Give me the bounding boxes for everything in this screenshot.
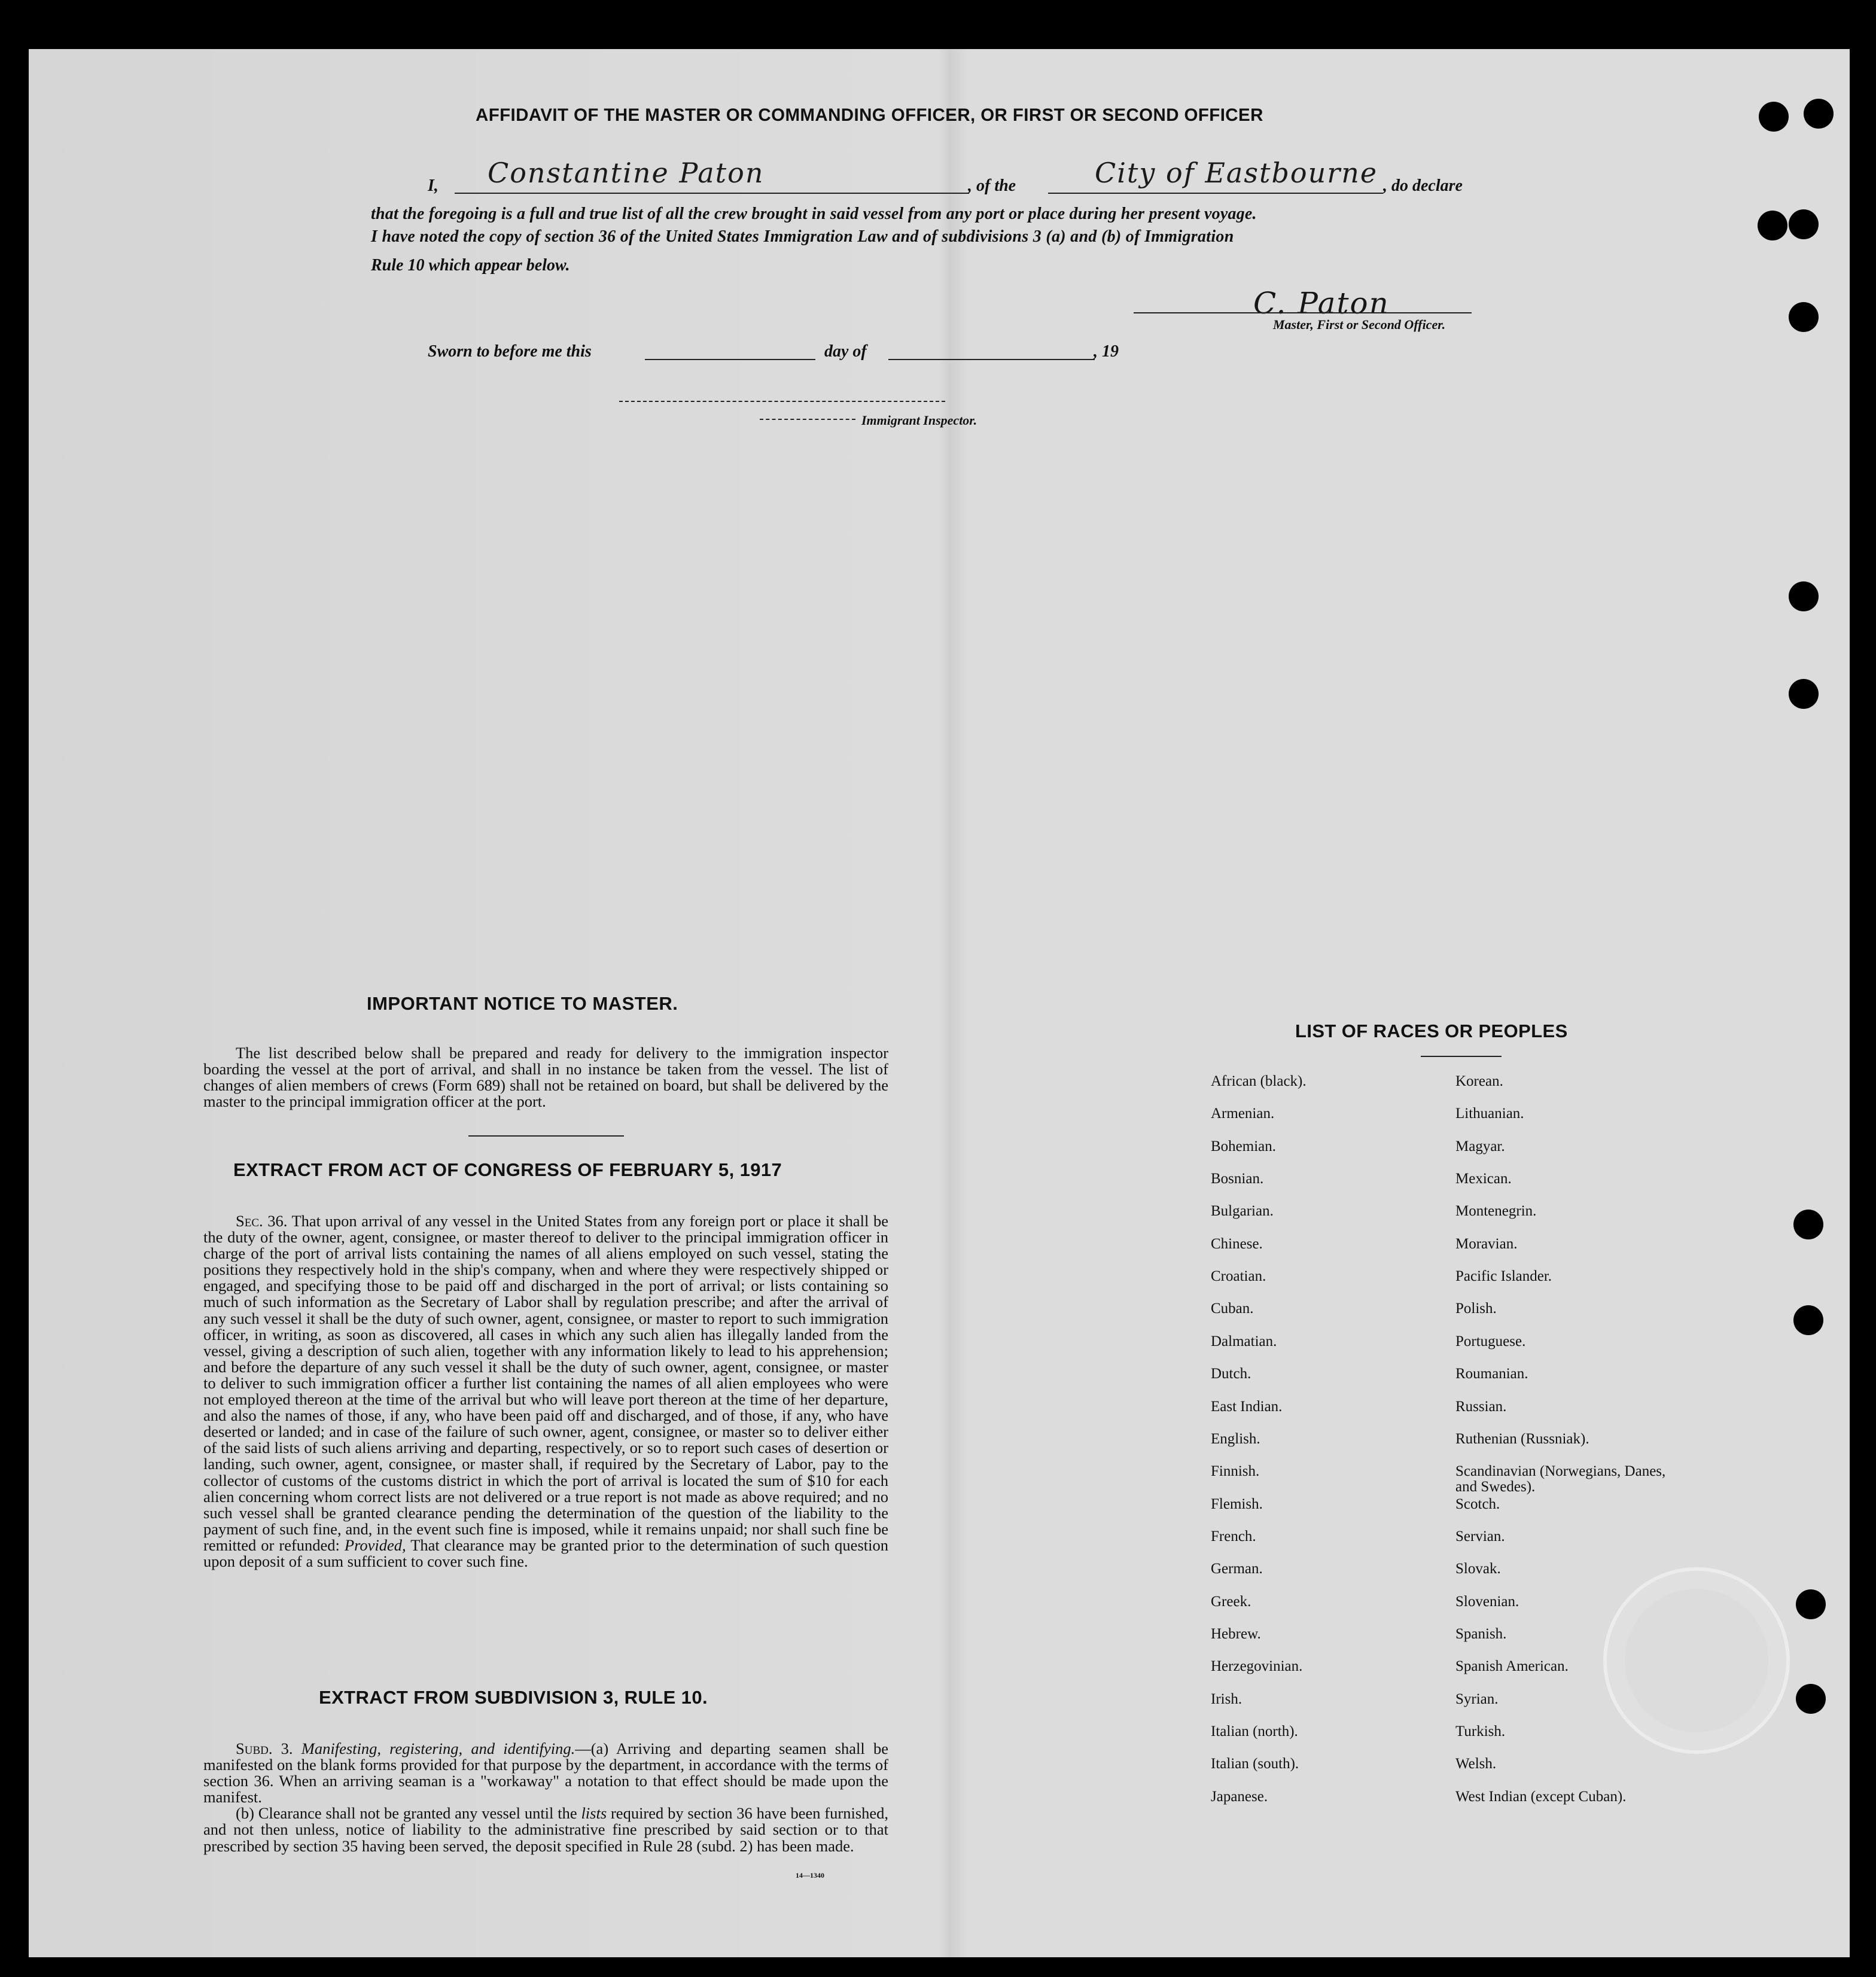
race-item: Bohemian.	[1211, 1138, 1277, 1154]
rule-title: EXTRACT FROM SUBDIVISION 3, RULE 10.	[319, 1687, 708, 1708]
sworn-label: Sworn to before me this	[428, 342, 592, 361]
affidavit-line-1: that the foregoing is a full and true list of all the crew brought in said vessel from any port or place during her present voyage.	[371, 205, 1257, 223]
signature-line	[1134, 312, 1472, 313]
race-item: Bosnian.	[1211, 1171, 1264, 1187]
race-item: East Indian.	[1211, 1398, 1283, 1415]
race-item: Armenian.	[1211, 1105, 1275, 1122]
race-item: African (black).	[1211, 1073, 1306, 1089]
race-item: Roumanian.	[1455, 1366, 1528, 1382]
race-item: Chinese.	[1211, 1235, 1263, 1252]
rule-part-b-text-2: required by section 36 have been furnished, and not then unless, notice of liability to the administrative fine prescribed by said section or to that prescribed by section 35 having been served, the deposit specified in Rule 28 (subd. 2) has been made.	[203, 1804, 889, 1855]
punch-hole	[1793, 1210, 1823, 1239]
act-title: EXTRACT FROM ACT OF CONGRESS OF FEBRUARY 5, 1917	[233, 1159, 782, 1180]
sworn-month-line	[888, 359, 1095, 360]
inspector-caption: Immigrant Inspector.	[861, 413, 977, 428]
sworn-day-line	[645, 359, 815, 360]
race-item: Magyar.	[1455, 1138, 1505, 1154]
act-sec-label: Sec. 36.	[236, 1212, 288, 1230]
name-field-line	[455, 193, 969, 194]
master-name-field[interactable]: Constantine Paton	[488, 157, 765, 189]
race-item: Lithuanian.	[1455, 1105, 1524, 1122]
race-item: Turkish.	[1455, 1723, 1506, 1740]
race-item: Servian.	[1455, 1528, 1505, 1545]
race-item: Flemish.	[1211, 1495, 1263, 1512]
race-item: German.	[1211, 1561, 1263, 1577]
race-item: English.	[1211, 1430, 1260, 1447]
signature-caption: Master, First or Second Officer.	[1273, 317, 1446, 332]
inspector-line-2	[760, 419, 855, 420]
race-item: Moravian.	[1455, 1235, 1518, 1252]
race-item: Bulgarian.	[1211, 1203, 1274, 1220]
race-item: Pacific Islander.	[1455, 1268, 1552, 1285]
race-item: Italian (north).	[1211, 1723, 1298, 1740]
race-item: Japanese.	[1211, 1788, 1268, 1805]
race-item: Polish.	[1455, 1300, 1497, 1317]
rule-part-a-label: —(a)	[575, 1740, 609, 1757]
rule-part-b-label: (b)	[236, 1804, 254, 1823]
place-field-line	[1048, 193, 1383, 194]
races-divider	[1421, 1056, 1502, 1057]
notice-title: IMPORTANT NOTICE TO MASTER.	[367, 993, 678, 1014]
race-item: Italian (south).	[1211, 1756, 1299, 1772]
race-item: Scandinavian (Norwegians, Danes, and Swedes).	[1455, 1463, 1666, 1495]
day-of-label: day of	[824, 342, 867, 361]
race-item: Welsh.	[1455, 1756, 1497, 1772]
race-item: Dutch.	[1211, 1366, 1251, 1382]
affidavit-line-2: I have noted the copy of section 36 of the United States Immigration Law and of subdivisions 3 (a) and (b) of Immigration	[371, 227, 1234, 246]
act-body	[203, 1213, 888, 1570]
race-item: Irish.	[1211, 1690, 1242, 1707]
master-signature: C. Paton	[1253, 286, 1390, 321]
act-text: That upon arrival of any vessel in the United States from any foreign port or place it shall be the duty of the owner, agent, consignee, or master thereof to deliver to the principal immigration officer in charge of the port of arrival lists containing the names of all aliens employed on such vessel, stating the positions they respectively hold in the ship's company, when and where they were respectively shipped or engaged, and specifying those to be paid off and discharged in the port of arrival; or lists containing so much of such information as the Secretary of Labor shall by regulation prescribe; and after the arrival of any such vessel it shall be the duty of such owner, agent, consignee, or master to report to such immigration officer, in writing, as soon as discovered, all cases in which any such alien has illegally landed from the vessel, giving a description of such alien, together with any information likely to lead to his apprehension; and before the departure of any such vessel it shall be the duty of such owner, agent, consignee, or master to deliver to such immigration officer a further list containing the names of all alien employees who were not employed thereon at the time of the arrival but who will leave port thereon at the time of her departure, and also the names of those, if any, who have been paid off and discharged, and of those, if any, who have deserted or landed; and in case of the failure of such owner, agent, consignee, or master so to deliver either of the said lists of such aliens arriving and departing, respectively, or so to report such cases of desertion or landing, such owner, agent, consignee, or master shall, if required by the Secretary of Labor, pay to the collector of customs of the customs district in which the port of arrival is located the sum of $10 for each alien concerning whom correct lists are not delivered or a true report is not made as above required; and no such vessel shall be granted clearance pending the determination of the question of the liability to the payment of such fine, and, in the event such fine is imposed, while it remains unpaid; nor shall such fine be remitted or refunded:	[203, 1212, 888, 1554]
race-item: Syrian.	[1455, 1690, 1499, 1707]
race-item: Portuguese.	[1455, 1333, 1526, 1350]
race-item: Russian.	[1455, 1398, 1507, 1415]
race-item: Slovak.	[1455, 1561, 1501, 1577]
race-item: Korean.	[1455, 1073, 1503, 1089]
race-item: Slovenian.	[1455, 1593, 1519, 1610]
punch-hole	[1789, 679, 1819, 709]
place-field[interactable]: City of Eastbourne	[1095, 157, 1378, 189]
act-provided-text: That clearance may be granted prior to the determination of such question upon deposit of a sum sufficient to cover such fine.	[203, 1536, 888, 1570]
race-item: Finnish.	[1211, 1463, 1260, 1480]
punch-hole	[1796, 1589, 1826, 1619]
punch-hole	[1758, 211, 1787, 240]
affidavit-line-3: Rule 10 which appear below.	[371, 256, 570, 275]
race-item: Scotch.	[1455, 1495, 1500, 1512]
notice-divider	[468, 1135, 624, 1137]
affidavit-title: AFFIDAVIT OF THE MASTER OR COMMANDING OFFICER, OR FIRST OR SECOND OFFICER	[476, 105, 1263, 125]
do-declare-label: , do declare	[1383, 176, 1463, 195]
punch-hole	[1789, 209, 1819, 239]
race-item: West Indian (except Cuban).	[1455, 1788, 1627, 1805]
rule-part-b-lists: lists	[581, 1804, 607, 1823]
race-item: Montenegrin.	[1455, 1203, 1537, 1220]
punch-hole	[1793, 1305, 1823, 1335]
race-item: Spanish American.	[1455, 1658, 1569, 1675]
rule-part-b-text-1: Clearance shall not be granted any vessel until the	[258, 1804, 577, 1823]
form-number: 14—1340	[796, 1871, 824, 1879]
affidavit-i-label: I,	[428, 176, 438, 195]
rule-part-a-text: Arriving and departing seamen shall be manifested on the blank forms provided for that purpose by the department, in accordance with the terms of section 36. When an arriving seaman is a "workaway" a notation to that effect should be made upon the manifest.	[203, 1740, 888, 1807]
rule-subd-heading: Manifesting, registering, and identifying.	[301, 1740, 575, 1757]
inspector-line	[619, 401, 945, 402]
race-item: Greek.	[1211, 1593, 1251, 1610]
race-item: Mexican.	[1455, 1171, 1512, 1187]
race-item: French.	[1211, 1528, 1256, 1545]
punch-hole	[1789, 302, 1819, 332]
race-item: Cuban.	[1211, 1300, 1254, 1317]
of-the-label: , of the	[968, 176, 1016, 195]
punch-hole	[1796, 1684, 1826, 1714]
punch-hole	[1759, 102, 1789, 132]
race-item: Hebrew.	[1211, 1625, 1261, 1642]
races-title: LIST OF RACES OR PEOPLES	[1295, 1021, 1568, 1041]
punch-hole	[1789, 581, 1819, 611]
punch-hole	[1804, 99, 1834, 129]
act-provided-label: Provided,	[344, 1536, 406, 1554]
race-item: Croatian.	[1211, 1268, 1266, 1285]
notice-text: The list described below shall be prepared and ready for delivery to the immigration inspector boarding the vessel at the port of arrival, and shall in no instance be taken from the vessel. The list of changes of alien members of crews (Form 689) shall not be retained on board, but shall be delivered by the master to the principal immigration officer at the port.	[203, 1044, 888, 1111]
rule-subd-label: Subd. 3.	[236, 1740, 293, 1757]
rule-body	[203, 1741, 888, 1854]
notice-body	[203, 1045, 888, 1110]
race-item: Ruthenian (Russniak).	[1455, 1430, 1589, 1447]
race-item: Dalmatian.	[1211, 1333, 1277, 1350]
year-prefix-label: , 19	[1094, 342, 1119, 361]
race-item: Spanish.	[1455, 1625, 1507, 1642]
race-item: Herzegovinian.	[1211, 1658, 1303, 1675]
